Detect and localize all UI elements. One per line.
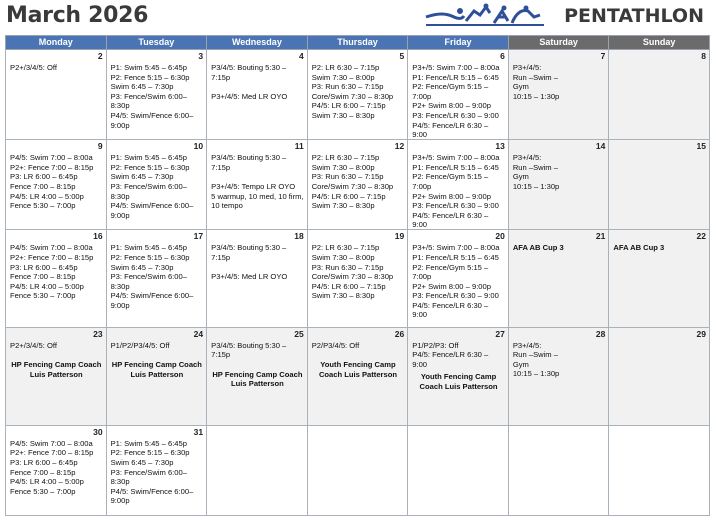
day-cell[interactable] bbox=[106, 140, 207, 230]
brand-name: PENTATHLON bbox=[564, 5, 704, 27]
day-number: 11 bbox=[294, 141, 304, 152]
calendar-grid bbox=[5, 35, 710, 516]
day-number: 20 bbox=[495, 231, 505, 242]
day-events: P3/4/5: Bouting 5:30 – 7:15p P3+/4/5: Med LR OYO bbox=[211, 63, 288, 101]
empty-cell bbox=[408, 425, 509, 515]
weekday-header-row bbox=[6, 36, 710, 50]
week-row bbox=[6, 327, 710, 425]
day-cell[interactable] bbox=[609, 327, 710, 425]
day-cell[interactable] bbox=[106, 230, 207, 327]
day-events: P3+/5: Swim 7:00 – 8:00a P1: Fence/LR 5:15 – 6:45 P2: Fence/Gym 5:15 –7:00p P2+ Swim 8:00 – 9:00p P3: Fence/LR 6:30 – 9:00 P4/5: Fence/LR 6:30 – 9:00 bbox=[412, 243, 500, 320]
day-cell[interactable] bbox=[307, 50, 408, 140]
day-cell[interactable] bbox=[106, 327, 207, 425]
day-number: 21 bbox=[595, 231, 606, 242]
weekday-thursday: Thursday bbox=[307, 36, 408, 50]
day-number: 19 bbox=[394, 231, 405, 242]
day-events: P3/4/5: Bouting 5:30 – 7:15p P3+/4/5: Tempo LR OYO 5 warmup, 10 med, 10 firm, 10 tempo bbox=[211, 153, 304, 211]
day-number: 29 bbox=[696, 328, 706, 339]
camp-note: HP Fencing Camp Coach Luis Patterson bbox=[111, 360, 202, 379]
day-number: 22 bbox=[696, 231, 706, 242]
weekday-friday: Friday bbox=[408, 36, 509, 50]
day-cell[interactable] bbox=[609, 50, 710, 140]
camp-note: Youth Fencing Camp Coach Luis Patterson bbox=[419, 372, 498, 391]
day-events: P3/4/5: Bouting 5:30 – 7:15p P3+/4/5: Med LR OYO bbox=[211, 243, 288, 282]
day-cell[interactable] bbox=[106, 50, 207, 140]
day-cell[interactable] bbox=[207, 50, 308, 140]
day-events: AFA AB Cup 3 bbox=[512, 243, 564, 253]
day-events bbox=[111, 341, 204, 380]
day-number: 16 bbox=[93, 231, 103, 242]
day-number: 25 bbox=[294, 328, 304, 339]
day-cell[interactable] bbox=[307, 230, 408, 327]
day-events: P2: LR 6:30 – 7:15p Swim 7:30 – 8:00p P3: Run 6:30 – 7:15p Core/Swim 7:30 – 8:30p P4/5: LR 6:00 – 7:15p Swim 7:30 – 8:30p bbox=[311, 63, 394, 120]
day-number: 3 bbox=[198, 51, 204, 61]
day-events: P3+/5: Swim 7:00 – 8:00a P1: Fence/LR 5:15 – 6:45 P2: Fence/Gym 5:15 –7:00p P2+ Swim 8:00 – 9:00p P3: Fence/LR 6:30 – 9:00 P4/5: Fence/LR 6:30 – 9:00 bbox=[412, 63, 500, 140]
day-cell[interactable] bbox=[408, 327, 509, 425]
day-cell[interactable] bbox=[508, 50, 609, 140]
day-number: 17 bbox=[193, 231, 204, 242]
camp-note: Youth Fencing Camp Coach Luis Patterson bbox=[318, 360, 397, 379]
event-text: P2/P3/4/5: Off bbox=[311, 340, 360, 350]
day-number: 30 bbox=[93, 426, 103, 437]
weekday-sunday: Sunday bbox=[609, 36, 710, 50]
day-number: 5 bbox=[399, 51, 405, 61]
day-events: P4/5: Swim 7:00 – 8:00a P2+: Fence 7:00 – 8:15p P3: LR 6:00 – 6:45p Fence 7:00 – 8:15p P4/5: LR 4:00 – 5:00p Fence 5:30 – 7:00p bbox=[10, 243, 94, 301]
day-number: 28 bbox=[595, 328, 606, 339]
day-number: 8 bbox=[701, 51, 706, 61]
day-number: 18 bbox=[294, 231, 304, 242]
day-cell[interactable] bbox=[6, 425, 107, 515]
weekday-monday: Monday bbox=[6, 36, 107, 50]
day-number: 7 bbox=[600, 51, 606, 61]
day-number: 23 bbox=[93, 328, 103, 339]
day-number: 4 bbox=[298, 51, 304, 61]
day-cell[interactable] bbox=[408, 50, 509, 140]
day-number: 2 bbox=[97, 51, 103, 61]
empty-cell bbox=[508, 425, 609, 515]
day-events: P3+/5: Swim 7:00 – 8:00a P1: Fence/LR 5:15 – 6:45 P2: Fence/Gym 5:15 –7:00p P2+ Swim 8:00 – 9:00p P3: Fence/LR 6:30 – 9:00 P4/5: Fence/LR 6:30 – 9:00 bbox=[412, 153, 500, 230]
day-events: P1: Swim 5:45 – 6:45p P2: Fence 5:15 – 6:30p Swim 6:45 – 7:30p P3: Fence/Swim 6:00–8:30p P4/5: Swim/Fence 6:00– 9:00p bbox=[110, 153, 194, 220]
day-number: 24 bbox=[193, 328, 204, 339]
day-number: 13 bbox=[495, 141, 505, 152]
day-cell[interactable] bbox=[207, 140, 308, 230]
day-cell[interactable] bbox=[6, 327, 107, 425]
day-events: P3+/4/5: Run –Swim – Gym 10:15 – 1:30p bbox=[512, 63, 560, 101]
event-text: P2+/3/4/5: Off bbox=[10, 340, 57, 350]
day-cell[interactable] bbox=[6, 140, 107, 230]
day-cell[interactable] bbox=[508, 327, 609, 425]
camp-note: HP Fencing Camp Coach Luis Patterson bbox=[11, 360, 102, 379]
weekday-wednesday: Wednesday bbox=[207, 36, 308, 50]
day-cell[interactable] bbox=[508, 230, 609, 327]
day-cell[interactable] bbox=[207, 230, 308, 327]
empty-cell bbox=[307, 425, 408, 515]
day-events bbox=[412, 341, 505, 392]
day-cell[interactable] bbox=[6, 50, 107, 140]
day-number: 26 bbox=[394, 328, 405, 339]
day-events bbox=[211, 341, 304, 389]
day-cell[interactable] bbox=[207, 327, 308, 425]
day-cell[interactable] bbox=[106, 425, 207, 515]
day-events: P2: LR 6:30 – 7:15p Swim 7:30 – 8:00p P3: Run 6:30 – 7:15p Core/Swim 7:30 – 8:30p P4/5: LR 6:00 – 7:15p Swim 7:30 – 8:30p bbox=[311, 153, 394, 211]
weekday-tuesday: Tuesday bbox=[106, 36, 207, 50]
day-cell[interactable] bbox=[609, 230, 710, 327]
week-row bbox=[6, 140, 710, 230]
day-cell[interactable] bbox=[408, 230, 509, 327]
day-events bbox=[312, 341, 405, 380]
empty-cell bbox=[609, 425, 710, 515]
camp-note: HP Fencing Camp Coach Luis Patterson bbox=[212, 369, 303, 389]
day-cell[interactable] bbox=[6, 230, 107, 327]
day-cell[interactable] bbox=[408, 140, 509, 230]
day-number: 27 bbox=[495, 328, 505, 339]
day-events: P1: Swim 5:45 – 6:45p P2: Fence 5:15 – 6:30p Swim 6:45 – 7:30p P3: Fence/Swim 6:00–8:30p P4/5: Swim/Fence 6:00– 9:00p bbox=[110, 438, 194, 506]
day-events bbox=[10, 341, 103, 380]
day-cell[interactable] bbox=[508, 140, 609, 230]
day-number: 6 bbox=[500, 51, 505, 61]
day-events: AFA AB Cup 3 bbox=[613, 243, 665, 253]
day-events: P3+/4/5: Run –Swim – Gym 10:15 – 1:30p bbox=[512, 153, 560, 191]
calendar-header bbox=[0, 0, 716, 34]
week-row bbox=[6, 425, 710, 515]
day-number: 14 bbox=[595, 141, 606, 152]
empty-cell bbox=[207, 425, 308, 515]
week-row bbox=[6, 50, 710, 140]
day-number: 10 bbox=[193, 141, 204, 152]
weekday-saturday: Saturday bbox=[508, 36, 609, 50]
day-cell[interactable] bbox=[307, 327, 408, 425]
event-text: P1/P2/P3/4/5: Off bbox=[110, 340, 170, 350]
day-events: P2+/3/4/5: Off bbox=[10, 63, 57, 72]
week-row bbox=[6, 230, 710, 327]
day-cell[interactable] bbox=[609, 140, 710, 230]
event-text: P3/4/5: Bouting 5:30 – 7:15p bbox=[211, 340, 287, 360]
day-events: P1: Swim 5:45 – 6:45p P2: Fence 5:15 – 6:30p Swim 6:45 – 7:30p P3: Fence/Swim 6:00–8:30p P4/5: Swim/Fence 6:00– 9:00p bbox=[110, 243, 194, 310]
day-events: P4/5: Swim 7:00 – 8:00a P2+: Fence 7:00 – 8:15p P3: LR 6:00 – 6:45p Fence 7:00 – 8:15p P4/5: LR 4:00 – 5:00p Fence 5:30 – 7:00p bbox=[10, 438, 94, 496]
pentathlon-logo-icon bbox=[424, 3, 548, 29]
day-number: 12 bbox=[394, 141, 405, 152]
day-events: P1: Swim 5:45 – 6:45p P2: Fence 5:15 – 6:30p Swim 6:45 – 7:30p P3: Fence/Swim 6:00–8:30p P4/5: Swim/Fence 6:00– 9:00p bbox=[110, 63, 194, 130]
day-events: P2: LR 6:30 – 7:15p Swim 7:30 – 8:00p P3: Run 6:30 – 7:15p Core/Swim 7:30 – 8:30p P4/5: LR 6:00 – 7:15p Swim 7:30 – 8:30p bbox=[311, 243, 394, 301]
day-number: 9 bbox=[97, 141, 103, 152]
day-events: P4/5: Swim 7:00 – 8:00a P2+: Fence 7:00 – 8:15p P3: LR 6:00 – 6:45p Fence 7:00 – 8:15p P4/5: LR 4:00 – 5:00p Fence 5:30 – 7:00p bbox=[10, 153, 94, 211]
month-title: March 2026 bbox=[6, 3, 149, 28]
day-cell[interactable] bbox=[307, 140, 408, 230]
day-events: P3+/4/5: Run –Swim – Gym 10:15 – 1:30p bbox=[512, 340, 560, 379]
day-number: 31 bbox=[193, 426, 204, 437]
day-number: 15 bbox=[696, 141, 706, 152]
event-text: P1/P2/P3: Off P4/5: Fence/LR 6:30 – 9:00 bbox=[412, 340, 489, 369]
